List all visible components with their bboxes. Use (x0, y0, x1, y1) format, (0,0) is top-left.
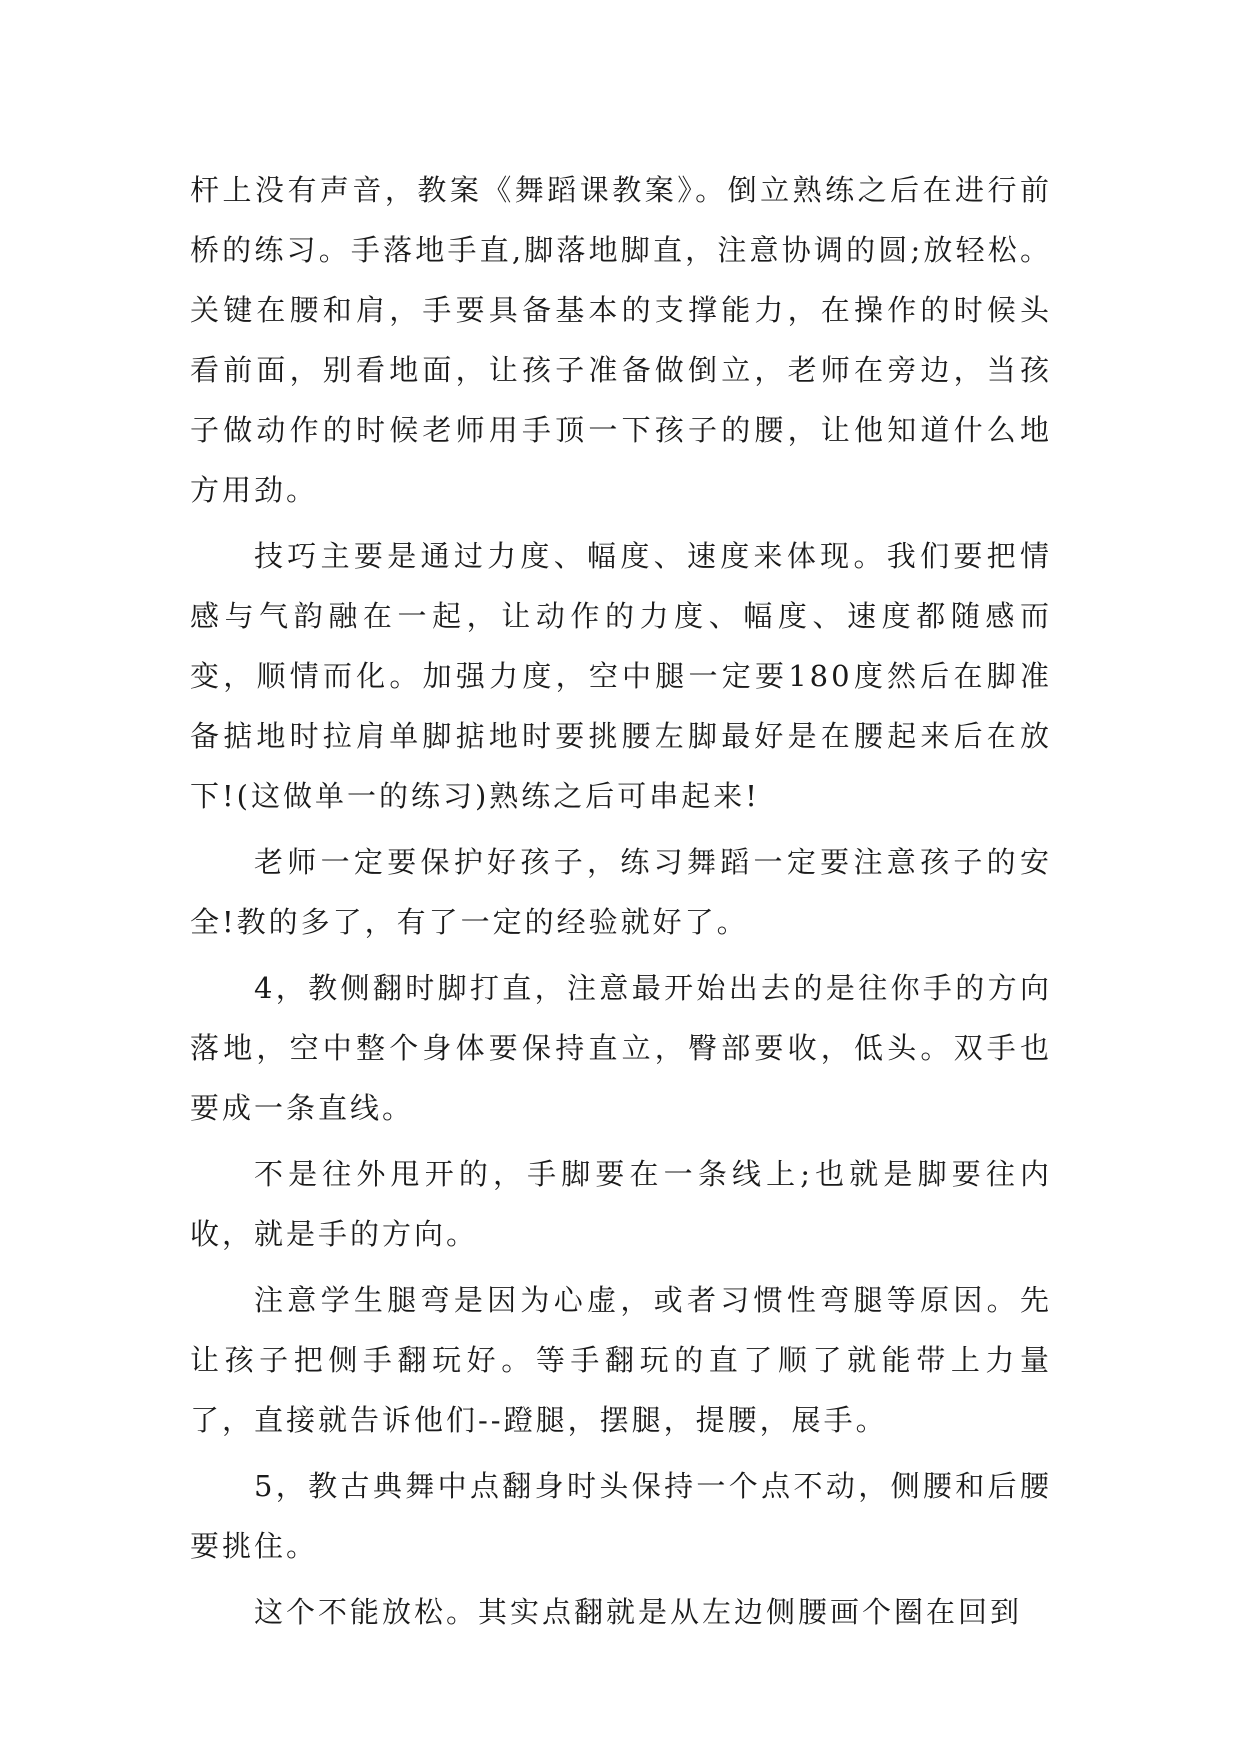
paragraph: 杆上没有声音，教案《舞蹈课教案》。倒立熟练之后在进行前桥的练习。手落地手直,脚落地脚直，注意协调的圆;放轻松。关键在腰和肩，手要具备基本的支撑能力，在操作的时候头看前面，别看地面，让孩子准备做倒立，老师在旁边，当孩子做动作的时候老师用手顶一下孩子的腰，让他知道什么地方用劲。 (190, 173, 1052, 507)
paragraph: 注意学生腿弯是因为心虚，或者习惯性弯腿等原因。先让孩子把侧手翻玩好。等手翻玩的直了顺了就能带上力量了，直接就告诉他们--蹬腿，摆腿，提腰，展手。 (190, 1283, 1052, 1437)
paragraph: 不是往外甩开的，手脚要在一条线上;也就是脚要往内收，就是手的方向。 (190, 1157, 1052, 1251)
paragraph: 技巧主要是通过力度、幅度、速度来体现。我们要把情感与气韵融在一起，让动作的力度、幅度、速度都随感而变，顺情而化。加强力度，空中腿一定要180度然后在脚准备掂地时拉肩单脚掂地时要挑腰左脚最好是在腰起来后在放下!(这做单一的练习)熟练之后可串起来! (190, 539, 1052, 813)
paragraph: 5，教古典舞中点翻身时头保持一个点不动，侧腰和后腰要挑住。 (190, 1469, 1052, 1563)
document-body (190, 160, 1052, 1648)
paragraph: 4，教侧翻时脚打直，注意最开始出去的是往你手的方向落地，空中整个身体要保持直立，臀部要收，低头。双手也要成一条直线。 (190, 971, 1052, 1125)
paragraph: 老师一定要保护好孩子，练习舞蹈一定要注意孩子的安全!教的多了，有了一定的经验就好了。 (190, 845, 1052, 939)
paragraph: 这个不能放松。其实点翻就是从左边侧腰画个圈在回到 (254, 1595, 1023, 1629)
